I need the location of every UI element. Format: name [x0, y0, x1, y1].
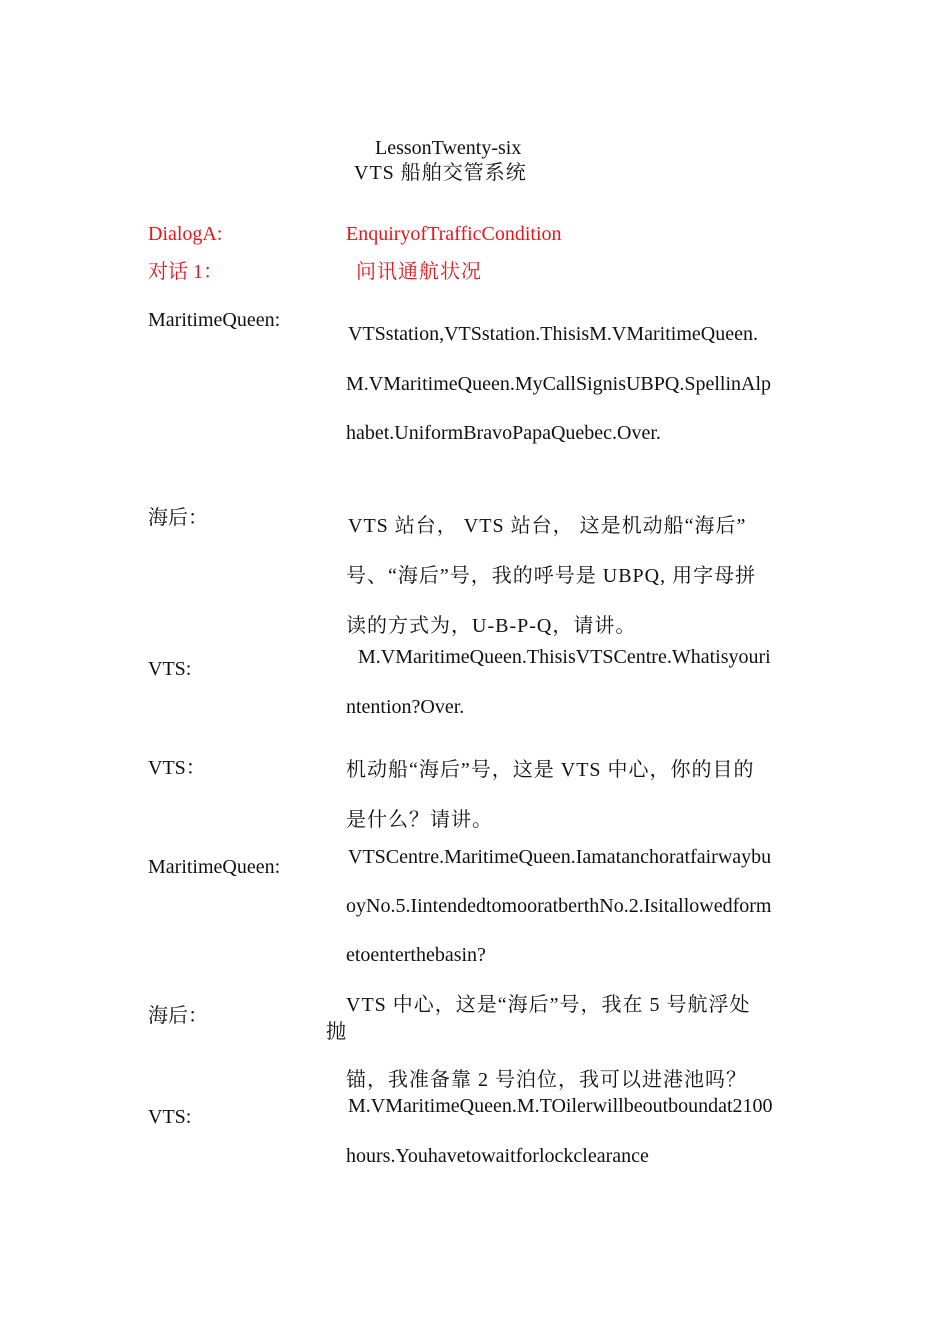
dialog-line: 锚，我准备靠 2 号泊位，我可以进港池吗？: [346, 1069, 747, 1091]
dialog-title-en: EnquiryofTrafficCondition: [346, 223, 562, 245]
dialog-line: VTS 站台， VTS 站台， 这是机动船“海后”: [348, 515, 747, 537]
dialog-line: VTSstation,VTSstation.ThisisM.VMaritimeQueen.: [348, 323, 758, 345]
dialog-line: M.VMaritimeQueen.MyCallSignisUBPQ.SpellinAlp: [346, 373, 771, 395]
dialog-line: 是什么？请讲。: [346, 809, 493, 831]
dialog-title-cn: 问讯通航状况: [356, 261, 482, 283]
speaker-label: VTS：: [148, 757, 206, 779]
dialog-line: etoenterthebasin?: [346, 944, 486, 966]
dialog-line: oyNo.5.IintendedtomooratberthNo.2.Isitallowedform: [346, 895, 772, 917]
dialog-line: M.VMaritimeQueen.M.TOilerwillbeoutboundat2100: [348, 1095, 773, 1117]
dialog-label-en: DialogA:: [148, 223, 223, 245]
speaker-label: VTS:: [148, 658, 192, 680]
dialog-line: 机动船“海后”号，这是 VTS 中心，你的目的: [346, 759, 755, 781]
dialog-line: VTSCentre.MaritimeQueen.Iamatanchoratfairwaybu: [348, 846, 772, 868]
dialog-label-cn: 对话 1：: [148, 261, 223, 283]
lesson-subtitle: VTS 船舶交管系统: [354, 162, 527, 184]
dialog-line: habet.UniformBravoPapaQuebec.Over.: [346, 422, 661, 444]
dialog-line: 读的方式为，U-B-P-Q，请讲。: [346, 615, 637, 637]
dialog-line: ntention?Over.: [346, 696, 465, 718]
dialog-line: M.VMaritimeQueen.ThisisVTSCentre.Whatisyouri: [358, 646, 771, 668]
dialog-line: hours.Youhavetowaitforlockclearance: [346, 1145, 649, 1167]
speaker-label: MaritimeQueen:: [148, 856, 281, 878]
dialog-line: VTS 中心，这是“海后”号，我在 5 号航浮处: [346, 994, 751, 1016]
dialog-line: 号、“海后”号，我的呼号是 UBPQ, 用字母拼: [346, 565, 757, 587]
lesson-title: LessonTwenty-six: [375, 137, 522, 159]
dialog-line: 抛: [326, 1021, 347, 1043]
speaker-label: MaritimeQueen:: [148, 309, 281, 331]
speaker-label: VTS:: [148, 1106, 192, 1128]
speaker-label: 海后：: [148, 507, 208, 529]
speaker-label: 海后：: [148, 1005, 208, 1027]
